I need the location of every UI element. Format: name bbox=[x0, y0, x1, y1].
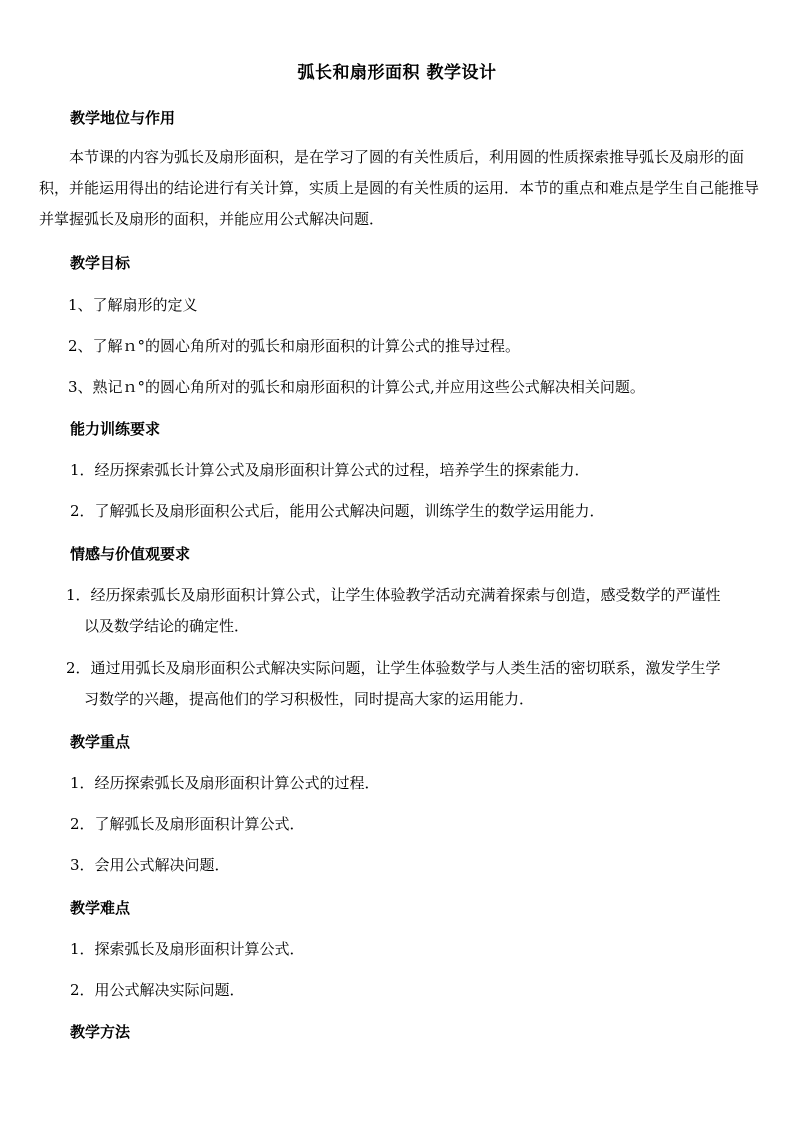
list-item: 2、了解ｎ°的圆心角所对的弧长和扇形面积的计算公式的推导过程。 bbox=[68, 337, 521, 355]
paragraph-text: 本节课的内容为弧长及扇形面积，是在学习了圆的有关性质后，利用圆的性质探索推导弧长及扇形的面积，并能运用得出的结论进行有关计算，实质上是圆的有关性质的运用．本节的重点和难点是学生自己能推导并掌握弧长及扇形的面积，并能应用公式解决问题． bbox=[39, 148, 760, 228]
list-item: 1、了解扇形的定义 bbox=[68, 296, 198, 314]
list-item: 2．了解弧长及扇形面积计算公式． bbox=[70, 815, 305, 833]
list-item: 3、熟记ｎ°的圆心角所对的弧长和扇形面积的计算公式,并应用这些公式解决相关问题。 bbox=[68, 378, 645, 396]
list-item: 1．经历探索弧长计算公式及扇形面积计算公式的过程，培养学生的探索能力． bbox=[70, 461, 590, 479]
list-item-continuation: 以及数学结论的确定性． bbox=[84, 617, 250, 635]
section-heading-values: 情感与价值观要求 bbox=[70, 545, 191, 563]
list-item: 1．经历探索弧长及扇形面积计算公式，让学生体验教学活动充满着探索与创造，感受数学的严谨性 bbox=[66, 586, 721, 604]
list-item: 2．通过用弧长及扇形面积公式解决实际问题，让学生体验数学与人类生活的密切联系，激发学生学 bbox=[66, 659, 721, 677]
list-item-continuation: 习数学的兴趣，提高他们的学习积极性，同时提高大家的运用能力． bbox=[84, 690, 535, 708]
list-item: 2．了解弧长及扇形面积公式后，能用公式解决问题，训练学生的数学运用能力． bbox=[70, 502, 605, 520]
list-item: 2．用公式解决实际问题． bbox=[70, 981, 245, 999]
section-heading-role: 教学地位与作用 bbox=[70, 109, 176, 127]
section-heading-ability: 能力训练要求 bbox=[70, 420, 161, 438]
list-item: 1．探索弧长及扇形面积计算公式． bbox=[70, 940, 305, 958]
list-item: 1．经历探索弧长及扇形面积计算公式的过程． bbox=[70, 774, 380, 792]
section-paragraph-role bbox=[39, 142, 759, 235]
list-item: 3．会用公式解决问题． bbox=[70, 856, 230, 874]
section-heading-key-points: 教学重点 bbox=[70, 733, 131, 751]
section-heading-methods: 教学方法 bbox=[70, 1023, 131, 1041]
document-title: 弧长和扇形面积 教学设计 bbox=[297, 63, 497, 83]
section-heading-difficulties: 教学难点 bbox=[70, 899, 131, 917]
section-heading-objectives: 教学目标 bbox=[70, 254, 131, 272]
